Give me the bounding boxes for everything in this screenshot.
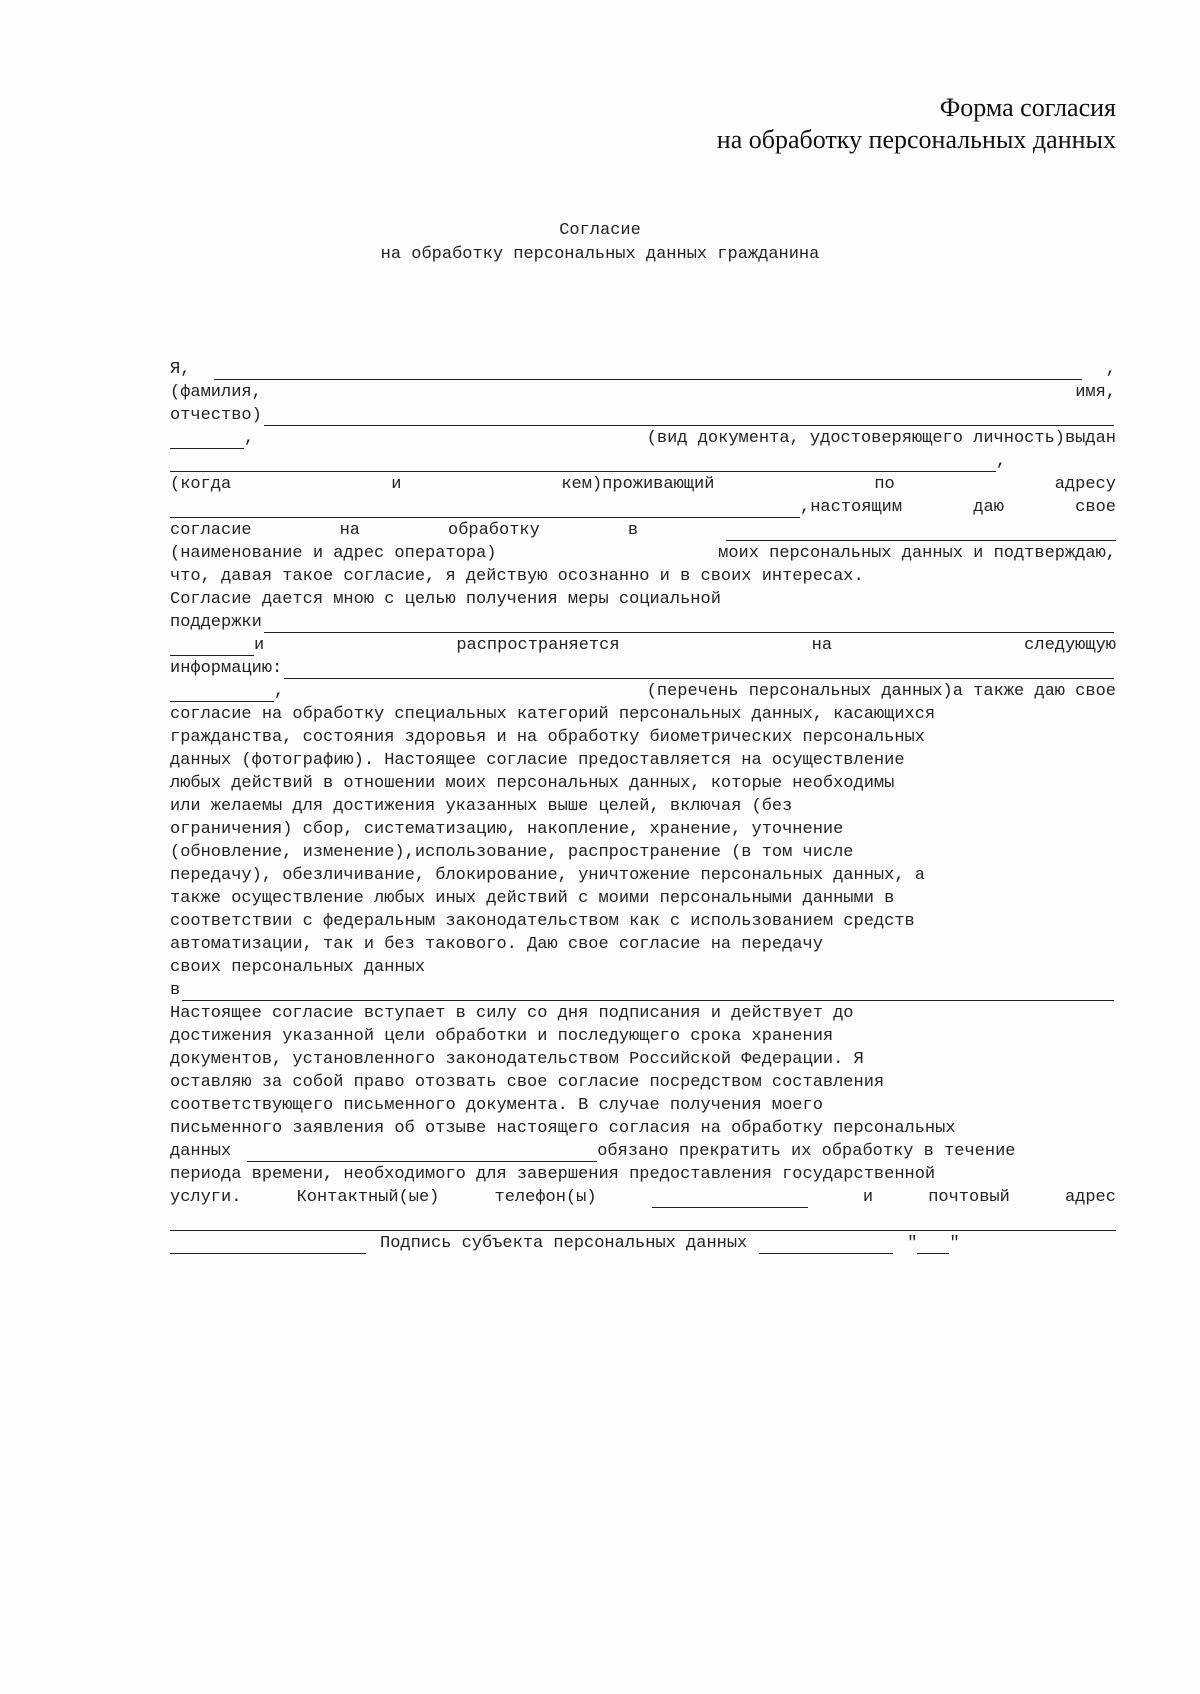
form-line-39 bbox=[170, 1231, 1116, 1254]
form-line-17 bbox=[170, 725, 1116, 748]
text-own: свое bbox=[1075, 498, 1116, 517]
full-name-field[interactable] bbox=[214, 362, 1082, 380]
header-line-2: на обработку персональных данных bbox=[716, 125, 1116, 154]
text-line-32: оставляю за собой право отозвать свое согласие посредством составления bbox=[170, 1073, 885, 1092]
text-line-19: любых действий в отношении моих персональных данных, которые необходимы bbox=[170, 774, 895, 793]
text-postal: почтовый bbox=[928, 1188, 1010, 1207]
label-whom: кем) bbox=[561, 475, 603, 494]
form-line-22 bbox=[170, 840, 1116, 863]
form-line-4: , (вид документа, удостоверяющего личность) выдан bbox=[170, 426, 1116, 449]
label-and: и bbox=[391, 475, 402, 494]
form-line-5: , bbox=[170, 449, 1116, 472]
text-comma: , bbox=[1105, 360, 1116, 379]
signature-name-field[interactable] bbox=[759, 1236, 893, 1254]
form-line-35 bbox=[170, 1139, 1116, 1162]
text-following: следующую bbox=[1024, 636, 1116, 655]
form-line-34 bbox=[170, 1116, 1116, 1139]
text-line-29: Настоящее согласие вступает в силу со дня подписания и действует до bbox=[170, 1004, 854, 1023]
form-line-32 bbox=[170, 1070, 1116, 1093]
label-name: имя, bbox=[1075, 383, 1116, 402]
label-operator: (наименование и адрес оператора) bbox=[170, 544, 497, 563]
signature-field[interactable] bbox=[170, 1236, 366, 1254]
text-line-31: документов, установленного законодательством Российской Федерации. Я bbox=[170, 1050, 864, 1069]
form-line-9 bbox=[170, 541, 1116, 564]
form-line-13 bbox=[170, 633, 1116, 656]
text-line-11: Согласие дается мною с целью получения меры социальной bbox=[170, 590, 721, 609]
personal-data-list-field-2[interactable] bbox=[170, 684, 274, 702]
label-when: (когда bbox=[170, 475, 232, 494]
form-line-26 bbox=[170, 932, 1116, 955]
text-in: в bbox=[627, 521, 639, 540]
date-quote-close: " bbox=[949, 1234, 960, 1253]
form-line-24 bbox=[170, 886, 1116, 909]
text-services: услуги. bbox=[170, 1188, 242, 1207]
patronymic-field[interactable] bbox=[264, 408, 1114, 426]
label-signature: Подпись субъекта персональных данных bbox=[380, 1234, 748, 1253]
text-line-17: гражданства, состояния здоровья и на обработку биометрических персональных bbox=[170, 728, 925, 747]
support-measure-field[interactable] bbox=[264, 615, 1114, 633]
text-consent: согласие bbox=[170, 521, 252, 540]
text-line-36: периода времени, необходимого для завершения предоставления государственной bbox=[170, 1165, 936, 1184]
text-line-22: (обновление, изменение),использование, распространение (в том числе bbox=[170, 843, 854, 862]
form-line-1 bbox=[170, 357, 1116, 380]
text-line-10: что, давая такое согласие, я действую осознанно и в своих интересах. bbox=[170, 567, 864, 586]
postal-address-field[interactable] bbox=[170, 1213, 1116, 1231]
text-line-33: соответствующего письменного документа. В случае получения моего bbox=[170, 1096, 823, 1115]
form-line-18 bbox=[170, 748, 1116, 771]
label-address: адресу bbox=[1054, 475, 1116, 494]
text-support: поддержки bbox=[170, 613, 262, 632]
label-surname: (фамилия, bbox=[170, 383, 262, 402]
text-line-26: автоматизации, так и без такового. Даю свое согласие на передачу bbox=[170, 935, 823, 954]
form-line-38 bbox=[170, 1208, 1116, 1231]
label-by: по bbox=[874, 475, 895, 494]
text-address-2: адрес bbox=[1064, 1188, 1116, 1207]
form-line-33 bbox=[170, 1093, 1116, 1116]
text-line-23: передачу), обезличивание, блокирование, уничтожение персональных данных, а bbox=[170, 866, 925, 885]
title-line-2: на обработку персональных данных гражданина bbox=[380, 245, 820, 264]
operator-name-field[interactable] bbox=[247, 1144, 597, 1162]
support-measure-field-2[interactable] bbox=[170, 638, 254, 656]
form-line-6 bbox=[170, 472, 1116, 495]
text-line-9: моих персональных данных и подтверждаю, bbox=[718, 544, 1116, 563]
text-info: информацию: bbox=[170, 659, 283, 678]
form-line-31 bbox=[170, 1047, 1116, 1070]
text-in-2: в bbox=[170, 981, 181, 1000]
personal-data-list-field[interactable] bbox=[284, 661, 1114, 679]
label-issued: выдан bbox=[1064, 429, 1116, 448]
text-applies: распространяется bbox=[456, 636, 620, 655]
text-processing: обработку bbox=[448, 521, 540, 540]
text-line-34: письменного заявления об отзыве настоящего согласия на обработку персональных bbox=[170, 1119, 956, 1138]
label-living: проживающий bbox=[602, 475, 715, 494]
title-line-1: Согласие bbox=[559, 221, 641, 240]
text-on: на bbox=[339, 521, 361, 540]
text-ya: Я, bbox=[170, 360, 191, 379]
form-line-7 bbox=[170, 495, 1116, 518]
text-hereby: ,настоящим bbox=[800, 498, 903, 517]
header-line-1: Форма согласия bbox=[939, 93, 1116, 122]
form-header bbox=[556, 92, 1116, 156]
form-line-11 bbox=[170, 587, 1116, 610]
form-line-14 bbox=[170, 656, 1116, 679]
form-line-8 bbox=[170, 518, 1116, 541]
form-line-3 bbox=[170, 403, 1116, 426]
form-line-19 bbox=[170, 771, 1116, 794]
text-line-20: или желаемы для достижения указанных выше целей, включая (без bbox=[170, 797, 793, 816]
form-line-36 bbox=[170, 1162, 1116, 1185]
label-data-list: (перечень персональных данных) bbox=[646, 682, 953, 701]
operator-field[interactable] bbox=[726, 523, 1116, 541]
text-contact: Контактный(ые) bbox=[296, 1188, 440, 1207]
label-patronymic: отчество) bbox=[170, 406, 262, 425]
text-line-27: своих персональных данных bbox=[170, 958, 426, 977]
consent-body bbox=[170, 357, 1116, 1254]
issued-by-field[interactable] bbox=[170, 454, 996, 472]
form-line-23 bbox=[170, 863, 1116, 886]
text-data: данных bbox=[170, 1142, 232, 1161]
text-line-35: обязано прекратить их обработку в течение bbox=[597, 1142, 1016, 1161]
text-give: даю bbox=[973, 498, 1004, 517]
recipient-field[interactable] bbox=[182, 983, 1114, 1001]
date-quote-open: " bbox=[907, 1234, 918, 1253]
text-line-24: также осуществление любых иных действий с моими персональными данными в bbox=[170, 889, 895, 908]
form-line-37 bbox=[170, 1185, 1116, 1208]
form-line-2 bbox=[170, 380, 1116, 403]
text-phone: телефон(ы) bbox=[494, 1188, 597, 1207]
date-day-field[interactable] bbox=[917, 1236, 949, 1254]
text-line-21: ограничения) сбор, систематизацию, накопление, хранение, уточнение bbox=[170, 820, 844, 839]
form-line-10 bbox=[170, 564, 1116, 587]
text-line-30: достижения указанной цели обработки и последующего срока хранения bbox=[170, 1027, 834, 1046]
document-title bbox=[0, 219, 1200, 267]
form-line-30 bbox=[170, 1024, 1116, 1047]
form-line-28 bbox=[170, 978, 1116, 1001]
text-line-15: а также даю свое bbox=[952, 682, 1116, 701]
form-line-15: , (перечень персональных данных) а также даю свое bbox=[170, 679, 1116, 702]
text-and: и bbox=[254, 636, 265, 655]
form-line-21 bbox=[170, 817, 1116, 840]
document-field[interactable] bbox=[170, 431, 244, 449]
text-and-2: и bbox=[862, 1188, 874, 1207]
form-line-16 bbox=[170, 702, 1116, 725]
form-line-25 bbox=[170, 909, 1116, 932]
text-line-25: соответствии с федеральным законодательством как с использованием средств bbox=[170, 912, 915, 931]
label-document-type: (вид документа, удостоверяющего личность) bbox=[646, 429, 1065, 448]
text-on-2: на bbox=[811, 636, 833, 655]
phone-field[interactable] bbox=[652, 1190, 808, 1208]
form-line-12 bbox=[170, 610, 1116, 633]
form-line-27 bbox=[170, 955, 1116, 978]
address-field[interactable] bbox=[170, 500, 800, 518]
form-line-29 bbox=[170, 1001, 1116, 1024]
text-line-16: согласие на обработку специальных категорий персональных данных, касающихся bbox=[170, 705, 936, 724]
form-line-20 bbox=[170, 794, 1116, 817]
text-line-18: данных (фотографию). Настоящее согласие предоставляется на осуществление bbox=[170, 751, 905, 770]
